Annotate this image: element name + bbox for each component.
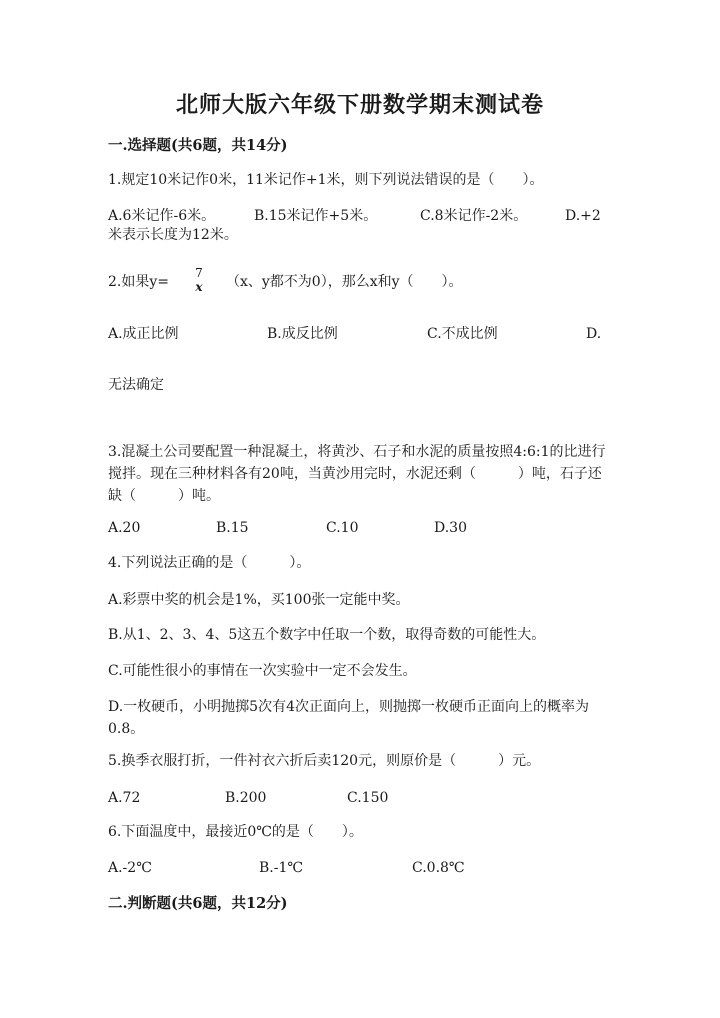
- question-6-option-c: C.0.8℃: [412, 860, 465, 876]
- question-1-stem: 1.规定10米记作0米，11米记作+1米，则下列说法错误的是（ ）。: [108, 172, 544, 188]
- question-4-option-a: A.彩票中奖的机会是1%，买100张一定能中奖。: [108, 592, 410, 608]
- question-5-option-b: B.200: [225, 790, 267, 806]
- question-3-option-a: A.20: [108, 520, 141, 536]
- question-4-option-d: D.一枚硬币，小明抛掷5次有4次正面向上，则抛掷一枚硬币正面向上的概率为0.8。: [108, 699, 589, 737]
- section-heading-choice: 一.选择题(共6题，共14分): [108, 137, 288, 154]
- question-2-option-d-continued: 无法确定: [108, 377, 164, 393]
- question-2-option-a: A.成正比例: [108, 326, 179, 342]
- question-2-option-c: C.不成比例: [427, 326, 498, 342]
- page-title: 北师大版六年级下册数学期末测试卷: [175, 92, 544, 118]
- question-6-stem: 6.下面温度中，最接近0℃的是（ ）。: [108, 824, 363, 840]
- question-1-option-d: D.+2: [565, 208, 601, 224]
- question-2-option-b: B.成反比例: [267, 326, 338, 342]
- question-1-option-a: A.6米记作-6米。: [108, 208, 216, 224]
- question-4-stem: 4.下列说法正确的是（ ）。: [108, 555, 311, 571]
- question-5-option-c: C.150: [347, 790, 389, 806]
- question-1-option-d-continued: 米表示长度为12米。: [108, 227, 238, 243]
- question-3-stem: 3.混凝土公司要配置一种混凝土，将黄沙、石子和水泥的质量按照4:6:1的比进行搅拌。现在三种材料各有20吨，当黄沙用完时，水泥还剩（ ）吨，石子还缺（ ）吨。: [108, 444, 606, 504]
- question-4-option-c: C.可能性很小的事情在一次实验中一定不会发生。: [108, 663, 417, 679]
- question-1-option-b: B.15米记作+5米。: [254, 208, 378, 224]
- question-5-option-a: A.72: [108, 790, 141, 806]
- fraction: [193, 266, 205, 294]
- question-6-option-b: B.-1℃: [259, 860, 304, 876]
- section-heading-judgement: 二.判断题(共6题，共12分): [108, 895, 288, 912]
- fraction-denominator: x: [195, 280, 203, 294]
- question-3-option-b: B.15: [216, 520, 249, 536]
- question-4-option-b: B.从1、2、3、4、5这五个数字中任取一个数，取得奇数的可能性大。: [108, 627, 546, 643]
- question-3-option-c: C.10: [326, 520, 359, 536]
- question-1-option-c: C.8米记作-2米。: [420, 208, 528, 224]
- question-2-suffix: （x、y都不为0），那么x和y（ ）。: [226, 274, 463, 290]
- question-2-option-d: D.: [586, 326, 602, 342]
- question-5-stem: 5.换季衣服打折，一件衬衣六折后卖120元，则原价是（ ）元。: [108, 753, 541, 769]
- question-6-option-a: A.-2℃: [108, 860, 152, 876]
- question-2-prefix: 2.如果y=: [108, 274, 169, 290]
- question-3-option-d: D.30: [434, 520, 467, 536]
- fraction-numerator: 7: [195, 266, 203, 280]
